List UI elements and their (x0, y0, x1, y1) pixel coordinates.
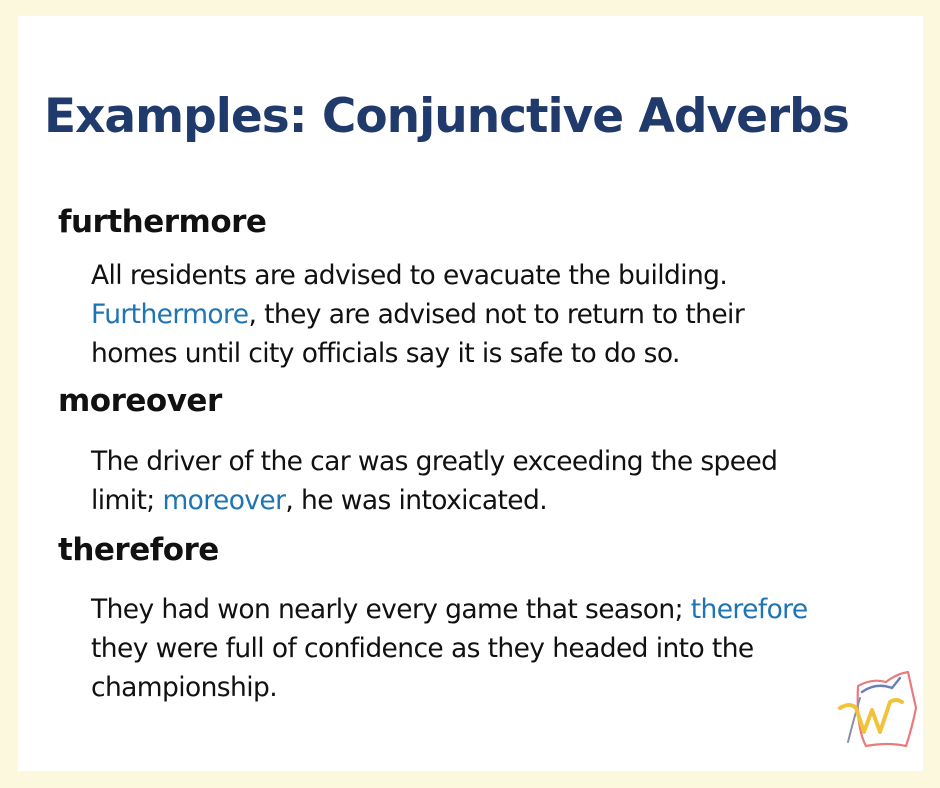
example-text: , he was intoxicated. (285, 485, 548, 516)
example-therefore (91, 590, 871, 707)
example-line (91, 256, 871, 295)
slide-title: Examples: Conjunctive Adverbs (44, 89, 849, 144)
term-heading-furthermore: furthermore (58, 204, 267, 240)
example-moreover (91, 442, 871, 520)
example-text: limit; (91, 485, 163, 516)
highlighted-adverb: moreover (162, 485, 286, 516)
term-heading-moreover: moreover (58, 383, 222, 419)
example-line (91, 442, 871, 481)
example-text: they were full of confidence as they headed into the (91, 633, 754, 664)
example-text: The driver of the car was greatly exceeding the speed (91, 446, 778, 477)
example-text: All residents are advised to evacuate the building. (91, 260, 728, 291)
highlighted-adverb: Furthermore (91, 299, 249, 330)
example-line (91, 481, 871, 520)
highlighted-adverb: therefore (690, 594, 808, 625)
example-text: They had won nearly every game that season; (91, 594, 691, 625)
writing-center-logo-icon (836, 668, 920, 752)
example-line (91, 668, 871, 707)
example-text: championship. (91, 672, 278, 703)
example-line (91, 334, 871, 373)
term-heading-therefore: therefore (58, 532, 219, 568)
example-line (91, 295, 871, 334)
example-furthermore (91, 256, 871, 373)
example-line (91, 590, 871, 629)
example-text: , they are advised not to return to their (248, 299, 745, 330)
example-line (91, 629, 871, 668)
example-text: homes until city officials say it is safe to do so. (91, 338, 680, 369)
